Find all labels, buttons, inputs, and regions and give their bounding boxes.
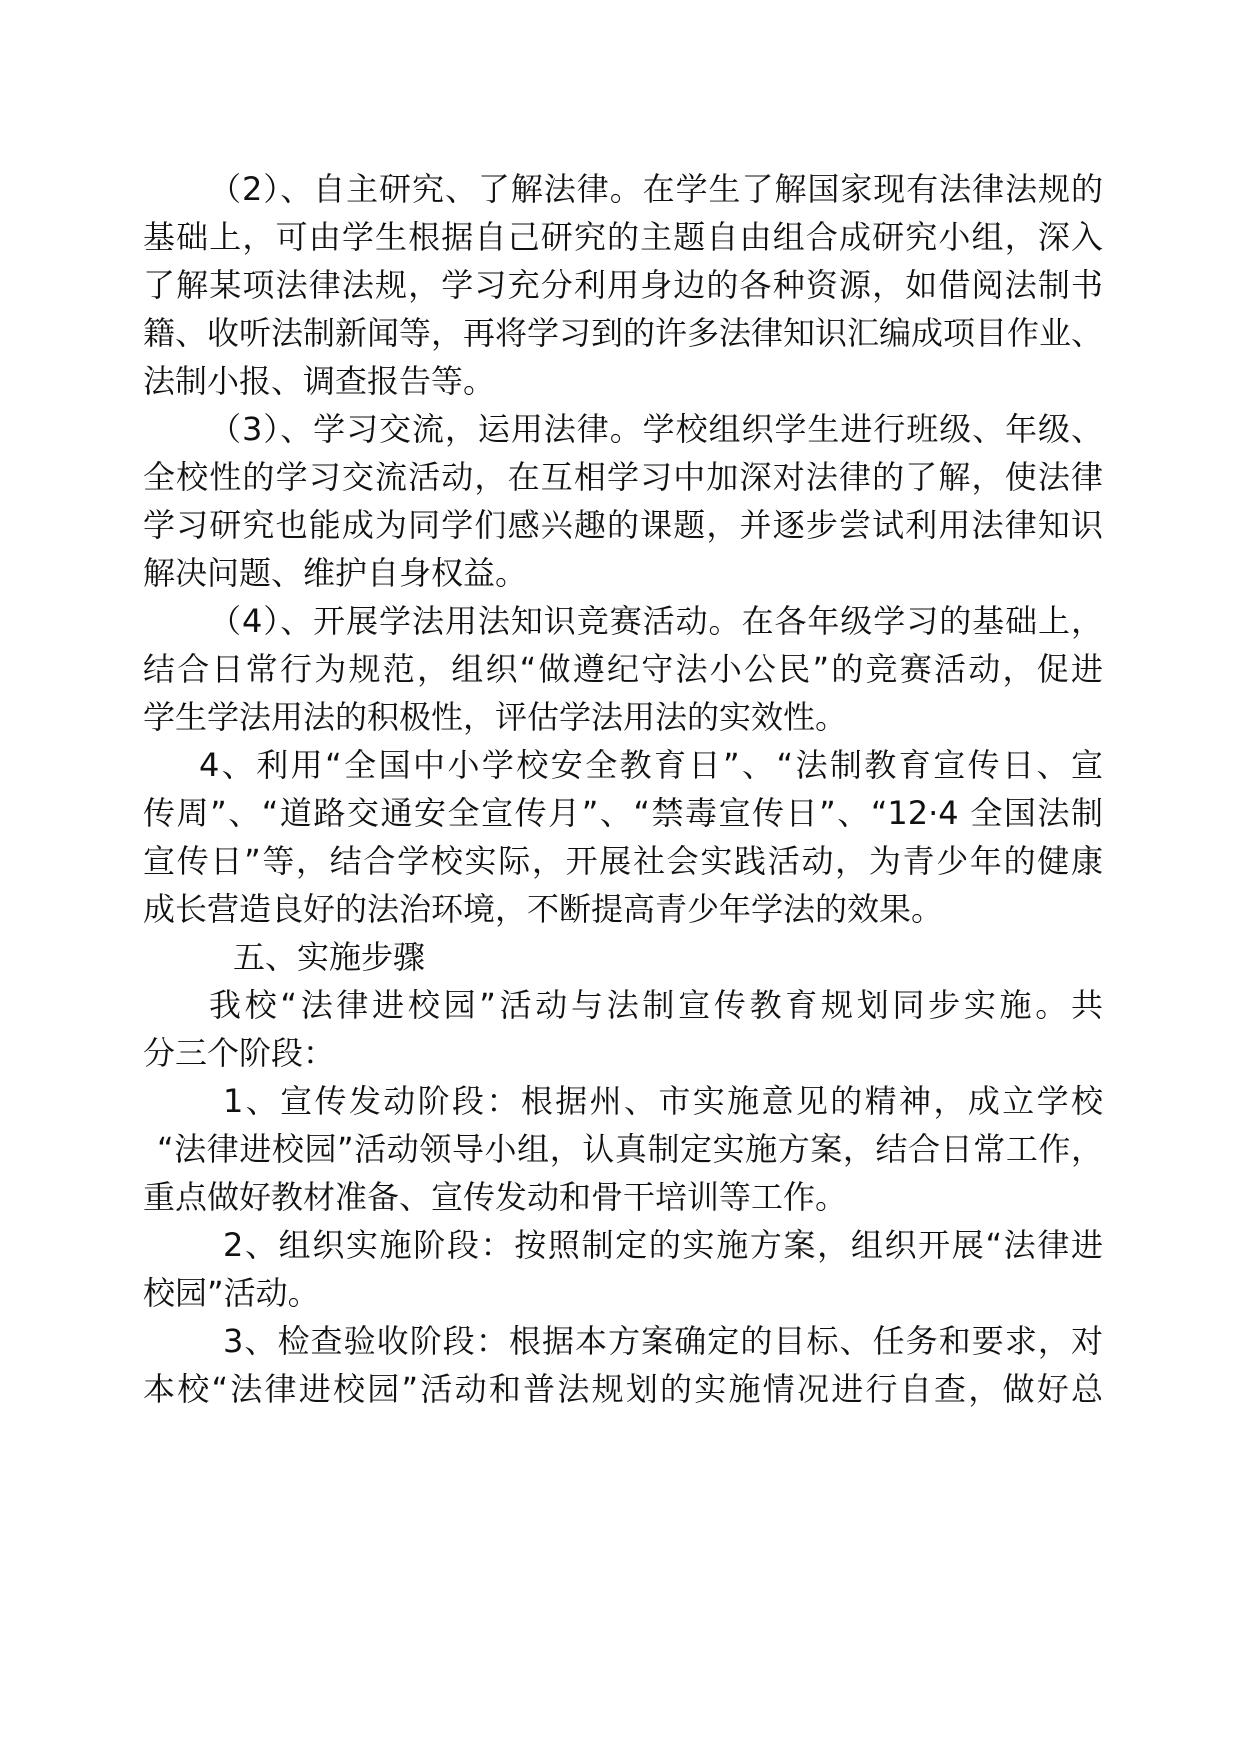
- paragraph-line: 学生学法用法的积极性，评估学法用法的实效性。: [143, 698, 848, 736]
- paragraph-line: 1、宣传发动阶段：根据州、市实施意见的精神，成立学校: [223, 1082, 1103, 1120]
- section-heading: 五、实施步骤: [233, 938, 426, 976]
- paragraph-line: 解决问题、维护自身权益。: [143, 554, 528, 592]
- paragraph-line: 分三个阶段：: [143, 1034, 336, 1072]
- paragraph-line: 全校性的学习交流活动，在互相学习中加深对法律的了解，使法律: [143, 458, 1103, 496]
- paragraph-line: 法制小报、调查报告等。: [143, 362, 496, 400]
- paragraph-line: 籍、收听法制新闻等，再将学习到的许多法律知识汇编成项目作业、: [143, 314, 1103, 352]
- paragraph-line: 校园”活动。: [143, 1274, 320, 1312]
- paragraph-line: 重点做好教材准备、宣传发动和骨干培训等工作。: [143, 1178, 848, 1216]
- paragraph-line: 了解某项法律法规，学习充分利用身边的各种资源，如借阅法制书: [143, 266, 1103, 304]
- paragraph-line: 基础上，可由学生根据自己研究的主题自由组合成研究小组，深入: [143, 218, 1103, 256]
- paragraph-line: （3）、学习交流，运用法律。学校组织学生进行班级、年级、: [209, 410, 1103, 448]
- paragraph-line: 4、利用“全国中小学校安全教育日”、“法制教育宣传日、宣: [199, 746, 1103, 784]
- paragraph-line: 学习研究也能成为同学们感兴趣的课题，并逐步尝试利用法律知识: [143, 506, 1103, 544]
- paragraph-line: （4）、开展学法用法知识竞赛活动。在各年级学习的基础上，: [209, 602, 1103, 640]
- paragraph-line: （2）、自主研究、了解法律。在学生了解国家现有法律法规的: [209, 170, 1103, 208]
- paragraph-line: 本校“法律进校园”活动和普法规划的实施情况进行自查，做好总: [143, 1370, 1103, 1408]
- paragraph-line: 3、检查验收阶段：根据本方案确定的目标、任务和要求，对: [223, 1322, 1103, 1360]
- paragraph-line: 2、组织实施阶段：按照制定的实施方案，组织开展“法律进: [223, 1226, 1103, 1264]
- paragraph-line: 成长营造良好的法治环境，不断提高青少年学法的效果。: [143, 890, 944, 928]
- paragraph-line: 结合日常行为规范，组织“做遵纪守法小公民”的竞赛活动，促进: [143, 650, 1103, 688]
- paragraph-line: “法律进校园”活动领导小组，认真制定实施方案，结合日常工作，: [157, 1130, 1103, 1168]
- paragraph-line: 宣传日”等，结合学校实际，开展社会实践活动，为青少年的健康: [143, 842, 1103, 880]
- paragraph-line: 传周”、“道路交通安全宣传月”、“禁毒宣传日”、“12·4 全国法制: [143, 794, 1103, 832]
- paragraph-line: 我校“法律进校园”活动与法制宣传教育规划同步实施。共: [209, 986, 1103, 1024]
